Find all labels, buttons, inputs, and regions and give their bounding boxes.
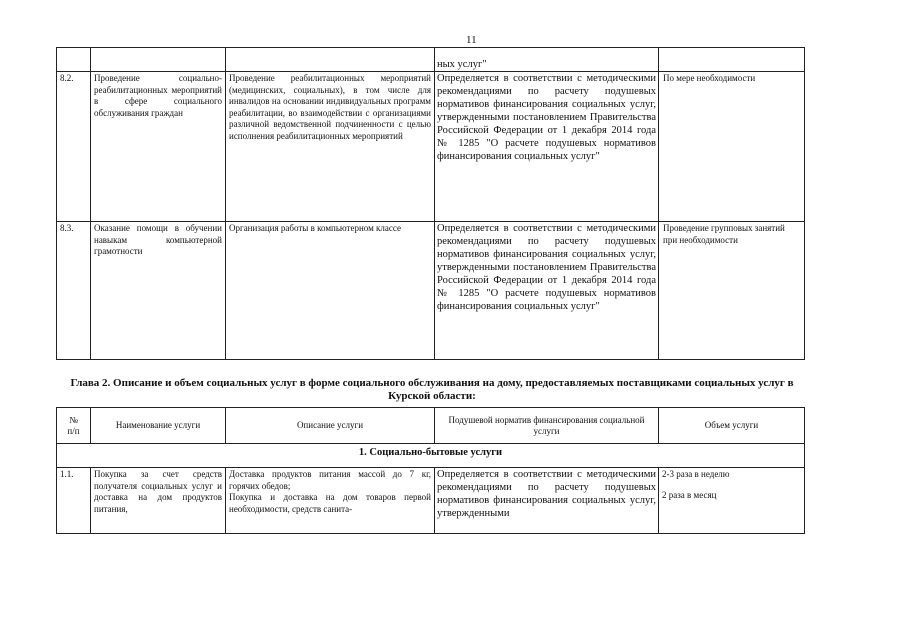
service-content: Организация работы в компьютерном классе <box>226 222 435 360</box>
header-service-name: Наименование услуги <box>91 408 226 444</box>
service-name: Покупка за счет средств получателя социальных услуг и доставка на дом продуктов питания, <box>91 468 226 534</box>
header-service-description: Описание услуги <box>226 408 435 444</box>
table-header-row <box>57 408 805 444</box>
services-table-continued <box>56 47 805 360</box>
category-title: 1. Социально-бытовые услуги <box>57 444 805 468</box>
volume-monthly: 2 раза в месяц <box>662 489 717 500</box>
financing-norm: Определяется в соответствии с методическими рекомендациями по расчету подушевых нормативов финансирования социальных услуг, утвержденными постановлением Правительства Российской Федерации от 1 декабря 2014 года № 1285 "О расчете подушевых нормативов финансирования социальных услуг" <box>435 72 659 222</box>
page-number: 11 <box>466 34 477 46</box>
service-volume: Проведение групповых занятий при необходимости <box>659 222 805 360</box>
table-row <box>57 72 805 222</box>
header-service-volume: Объем услуги <box>659 408 805 444</box>
service-name: Оказание помощи в обучении навыкам компьютерной грамотности <box>91 222 226 360</box>
header-number: № п/п <box>57 408 91 444</box>
table-cell <box>91 48 226 72</box>
table-cell <box>659 48 805 72</box>
norm-cell-continuation: ных услуг" <box>435 48 659 72</box>
row-number: 1.1. <box>57 468 91 534</box>
service-volume: По мере необходимости <box>659 72 805 222</box>
service-volume <box>659 468 805 534</box>
volume-weekly: 2-3 раза в неделю <box>662 469 730 479</box>
service-content: Проведение реабилитационных мероприятий (медицинских, социальных), в том числе для инвалидов на основании индивидуальных программ реабилитации, во взаимодействии с организациями различной ведомственной подчиненности с целью исполнения реабилитационных мероприятий <box>226 72 435 222</box>
financing-norm: Определяется в соответствии с методическими рекомендациями по расчету подушевых нормативов финансирования социальных услуг, утвержденными постановлением Правительства Российской Федерации от 1 декабря 2014 года № 1285 "О расчете подушевых нормативов финансирования социальных услуг" <box>435 222 659 360</box>
table-row <box>57 468 805 534</box>
header-financing-norm: Подушевой норматив финансирования социальной услуги <box>435 408 659 444</box>
table-cell <box>226 48 435 72</box>
service-content: Доставка продуктов питания массой до 7 кг, горячих обедов; Покупка и доставка на дом товаров первой необходимости, средств санита- <box>226 468 435 534</box>
row-number: 8.2. <box>57 72 91 222</box>
row-number: 8.3. <box>57 222 91 360</box>
services-table-chapter-2 <box>56 407 805 534</box>
table-row <box>57 222 805 360</box>
chapter-title: Глава 2. Описание и объем социальных услуг в форме социального обслуживания на дому, предоставляемых поставщиками социальных услуг в Курской области: <box>70 377 794 402</box>
table-cell <box>57 48 91 72</box>
financing-norm: Определяется в соответствии с методическими рекомендациями по расчету подушевых нормативов финансирования социальных услуг, утвержденными <box>435 468 659 534</box>
table-row <box>57 48 805 72</box>
service-name: Проведение социально-реабилитационных мероприятий в сфере социального обслуживания граждан <box>91 72 226 222</box>
category-row <box>57 444 805 468</box>
